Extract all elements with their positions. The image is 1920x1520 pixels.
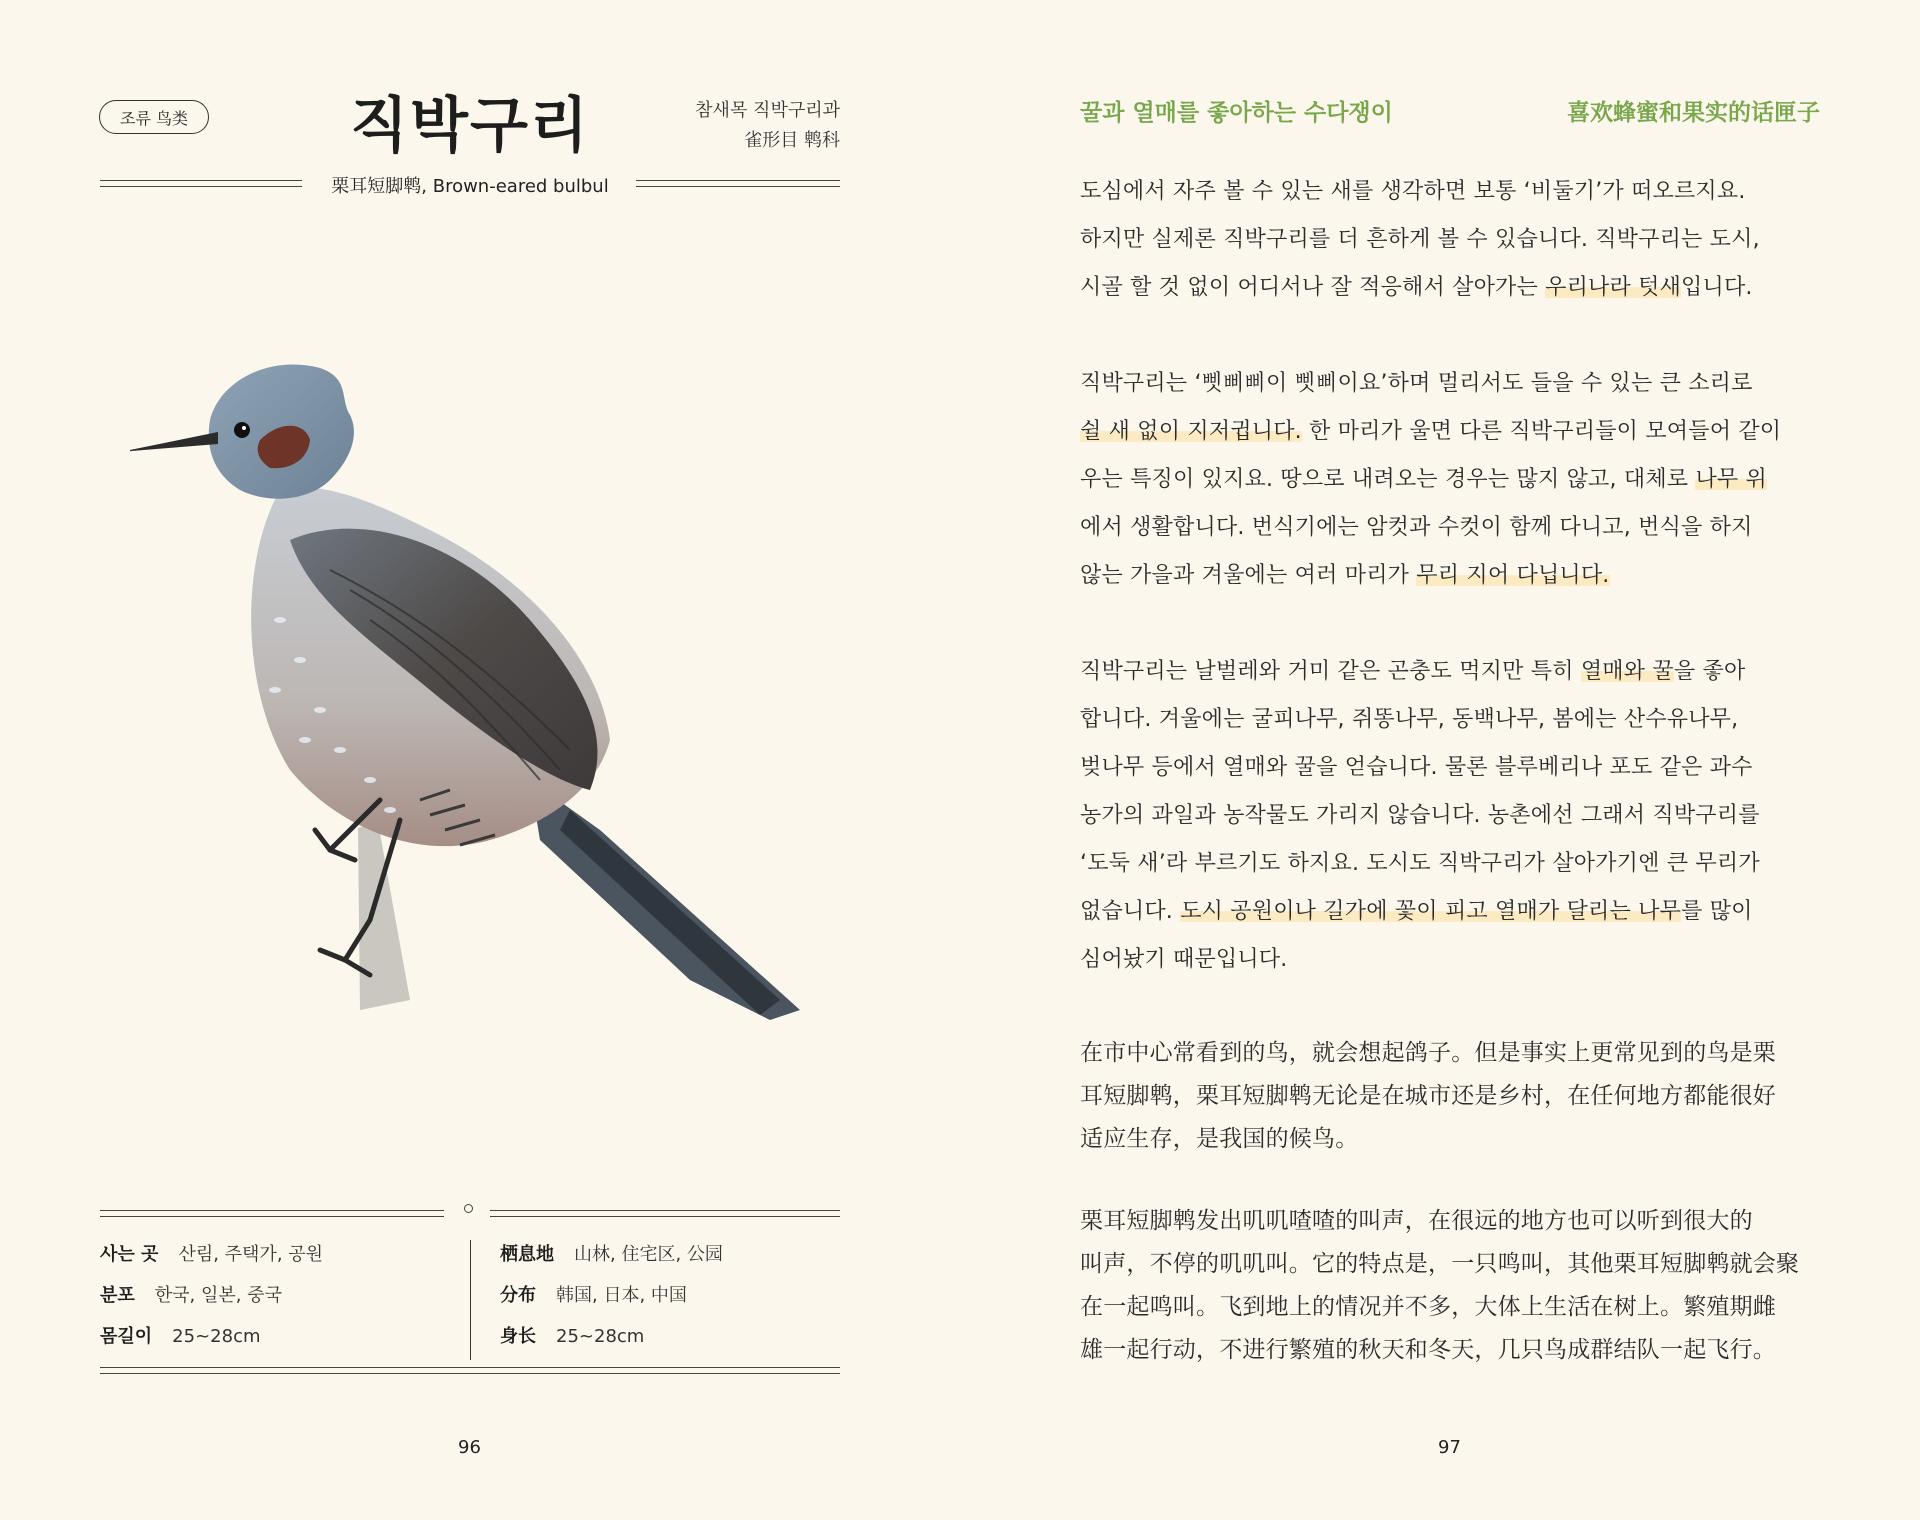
paragraph-2 xyxy=(1080,360,1840,600)
highlight: 쉴 새 없이 지저귑니다. xyxy=(1080,419,1302,444)
page-number-left: 96 xyxy=(458,1437,481,1458)
species-subtitle: 栗耳短脚鹎, Brown-eared bulbul xyxy=(331,176,609,197)
text-line: 우는 특징이 있지요. 땅으로 내려오는 경우는 많지 않고, 대체로 나무 위 xyxy=(1080,467,1767,492)
text-line: 叫声，不停的叽叽叫。它的特点是，一只鸣叫，其他栗耳短脚鹎就会聚 xyxy=(1080,1251,1800,1277)
taxonomy-chinese: 雀形目 鹎科 xyxy=(744,130,840,151)
info-row-length-kr: 몸길이 25~28cm xyxy=(100,1326,261,1347)
page-number-right: 97 xyxy=(1438,1437,1461,1458)
text-line: 농가의 과일과 농작물도 가리지 않습니다. 농촌에선 그래서 직박구리를 xyxy=(1080,803,1760,828)
info-row-habitat-kr: 사는 곳 산림, 주택가, 공원 xyxy=(100,1244,324,1265)
category-badge: 조류 鸟类 xyxy=(99,100,209,134)
perch-branch xyxy=(358,822,410,1010)
paragraph-1 xyxy=(1080,168,1840,312)
text-line: 하지만 실제론 직박구리를 더 흔하게 볼 수 있습니다. 직박구리는 도시, xyxy=(1080,227,1760,252)
highlight: 열매와 꿀 xyxy=(1580,659,1674,684)
taxonomy xyxy=(695,96,840,156)
text-line: 직박구리는 ‘삣삐삐이 삣삐이요’하며 멀리서도 들을 수 있는 큰 소리로 xyxy=(1080,371,1753,396)
heading-chinese: 喜欢蜂蜜和果实的话匣子 xyxy=(1567,100,1820,126)
info-rule-bottom xyxy=(100,1367,840,1374)
info-divider-dot xyxy=(464,1204,473,1213)
highlight: 무리 지어 다닙니다. xyxy=(1416,563,1610,588)
text-line: 栗耳短脚鹎发出叽叽喳喳的叫声，在很远的地方也可以听到很大的 xyxy=(1080,1208,1753,1234)
title-rule-right xyxy=(636,180,840,187)
bird-eye xyxy=(234,422,250,438)
paragraph-4-chinese xyxy=(1080,1032,1840,1161)
bird-illustration xyxy=(130,360,830,1040)
text-line: ‘도둑 새’라 부르기도 하지요. 도시도 직박구리가 살아가기엔 큰 무리가 xyxy=(1080,851,1760,876)
text-line: 에서 생활합니다. 번식기에는 암컷과 수컷이 함께 다니고, 번식을 하지 xyxy=(1080,515,1753,540)
text-line: 시골 할 것 없이 어디서나 잘 적응해서 살아가는 우리나라 텃새입니다. xyxy=(1080,275,1753,300)
info-row-habitat-cn: 栖息地 山林, 住宅区, 公园 xyxy=(500,1244,723,1265)
highlight: 도시 공원이나 길가에 꽃이 피고 열매가 달리는 나무 xyxy=(1180,899,1682,924)
info-row-distribution-kr: 분포 한국, 일본, 중국 xyxy=(100,1285,282,1306)
title-rule-left xyxy=(100,180,302,187)
paragraph-5-chinese xyxy=(1080,1200,1840,1372)
info-block xyxy=(100,1210,840,1370)
info-chinese xyxy=(500,1240,723,1363)
text-line: 耳短脚鹎，栗耳短脚鹎无论是在城市还是乡村，在任何地方都能很好 xyxy=(1080,1083,1776,1109)
text-line: 在市中心常看到的鸟，就会想起鸽子。但是事实上更常见到的鸟是栗 xyxy=(1080,1040,1776,1066)
highlight: 우리나라 텃새 xyxy=(1545,275,1682,300)
taxonomy-korean: 참새목 직박구리과 xyxy=(695,100,840,121)
text-line: 합니다. 겨울에는 굴피나무, 쥐똥나무, 동백나무, 봄에는 산수유나무, xyxy=(1080,707,1739,732)
info-row-distribution-cn: 分布 韩国, 日本, 中国 xyxy=(500,1285,687,1306)
paragraph-3 xyxy=(1080,648,1840,984)
text-line: 雄一起行动，不进行繁殖的秋天和冬天，几只鸟成群结队一起飞行。 xyxy=(1080,1337,1776,1363)
text-line: 도심에서 자주 볼 수 있는 새를 생각하면 보통 ‘비둘기’가 떠오르지요. xyxy=(1080,179,1746,204)
text-line: 쉴 새 없이 지저귑니다. 한 마리가 울면 다른 직박구리들이 모여들어 같이 xyxy=(1080,419,1782,444)
text-line: 않는 가을과 겨울에는 여러 마리가 무리 지어 다닙니다. xyxy=(1080,563,1610,588)
text-line: 在一起鸣叫。飞到地上的情况并不多，大体上生活在树上。繁殖期雌 xyxy=(1080,1294,1776,1320)
text-line: 벚나무 등에서 열매와 꿀을 얻습니다. 물론 블루베리나 포도 같은 과수 xyxy=(1080,755,1753,780)
text-line: 직박구리는 날벌레와 거미 같은 곤충도 먹지만 특히 열매와 꿀을 좋아 xyxy=(1080,659,1746,684)
species-title: 직박구리 xyxy=(350,91,590,161)
bird-beak xyxy=(130,432,218,452)
highlight: 나무 위 xyxy=(1695,467,1767,492)
text-line: 심어놨기 때문입니다. xyxy=(1080,947,1288,972)
info-row-length-cn: 身长 25~28cm xyxy=(500,1326,645,1347)
info-korean xyxy=(100,1240,323,1363)
text-line: 없습니다. 도시 공원이나 길가에 꽃이 피고 열매가 달리는 나무를 많이 xyxy=(1080,899,1753,924)
info-divider xyxy=(470,1240,471,1360)
heading-korean: 꿀과 열매를 좋아하는 수다쟁이 xyxy=(1080,100,1393,126)
text-line: 适应生存，是我国的候鸟。 xyxy=(1080,1126,1359,1152)
